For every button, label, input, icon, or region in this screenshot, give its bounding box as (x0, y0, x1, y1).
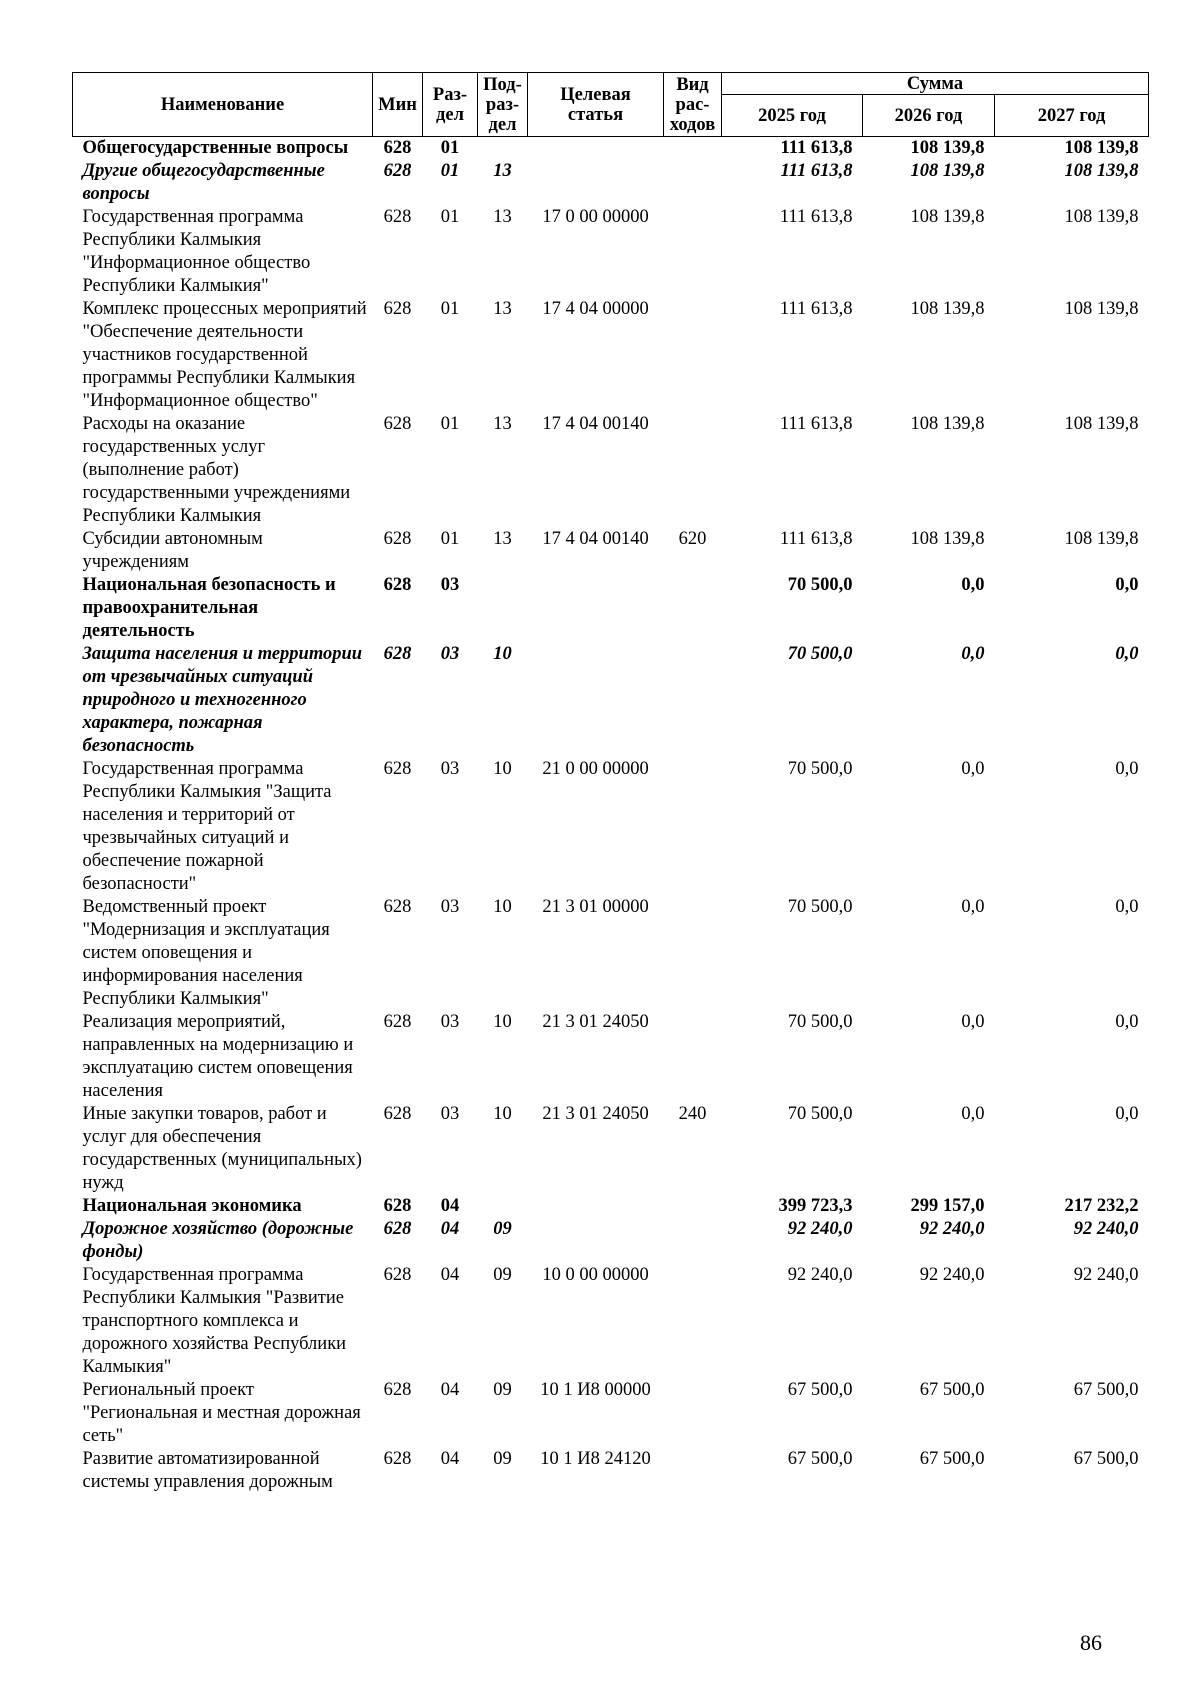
row-sum-2025: 70 500,0 (787, 575, 853, 595)
row-sum-2025: 111 613,8 (780, 161, 853, 181)
table-row (73, 758, 1149, 896)
row-vid-raskhodov (664, 1448, 722, 1494)
row-tselevaya-statya (528, 137, 664, 161)
row-min: 628 (383, 299, 412, 319)
row-min: 628 (383, 161, 412, 181)
row-sum-2025: 111 613,8 (779, 414, 853, 434)
row-tselevaya-statya: 17 0 00 00000 (542, 207, 649, 227)
row-min: 628 (383, 759, 412, 779)
row-podrazdel: 09 (493, 1265, 512, 1285)
row-razdel: 03 (440, 644, 460, 664)
header-min: Мин (373, 73, 423, 137)
row-sum-2025: 67 500,0 (787, 1449, 853, 1469)
row-sum-2027: 0,0 (1115, 1012, 1139, 1032)
row-sum-2025: 70 500,0 (787, 897, 853, 917)
row-sum-2026: 0,0 (961, 575, 985, 595)
row-name: Развитие автоматизированной системы управления дорожным (82, 1449, 333, 1492)
row-razdel: 01 (440, 299, 460, 319)
header-razdel-text: Раз- дел (432, 84, 468, 125)
row-podrazdel: 10 (493, 1012, 512, 1032)
table-row (73, 413, 1149, 528)
table-row (73, 298, 1149, 413)
row-vid-raskhodov (664, 1011, 722, 1103)
row-razdel: 03 (440, 897, 460, 917)
header-year-2025: 2025 год (722, 95, 863, 137)
table-row (73, 1011, 1149, 1103)
row-name: Государственная программа Республики Калмыкия "Информационное общество Республики Калмыкия" (82, 207, 311, 296)
row-razdel: 04 (440, 1449, 460, 1469)
header-vid-text: Вид рас- ходов (669, 74, 716, 135)
row-tselevaya-statya: 10 1 И8 24120 (540, 1449, 651, 1469)
row-tselevaya-statya (528, 643, 664, 758)
row-sum-2026: 108 139,8 (910, 161, 985, 181)
header-podrazdel-text: Под- раз- дел (483, 74, 522, 135)
row-tselevaya-statya: 21 3 01 00000 (542, 897, 649, 917)
row-name: Государственная программа Республики Калмыкия "Защита населения и территорий от чрезвычайных ситуаций и обеспечение пожарной безопасности" (82, 759, 332, 894)
row-sum-2027: 0,0 (1115, 575, 1139, 595)
row-name: Защита населения и территории от чрезвычайных ситуаций природного и техногенного характера, пожарная безопасность (82, 644, 363, 756)
row-name: Региональный проект "Региональная и местная дорожная сеть" (82, 1380, 361, 1446)
row-podrazdel: 09 (493, 1219, 512, 1239)
row-sum-2026: 0,0 (961, 644, 985, 664)
row-min: 628 (383, 1449, 412, 1469)
row-razdel: 04 (440, 1380, 460, 1400)
row-sum-2025: 111 613,8 (779, 529, 853, 549)
header-podrazdel (478, 73, 528, 137)
row-min: 628 (383, 1219, 412, 1239)
table-header (73, 73, 1149, 137)
header-summa: Сумма (722, 73, 1149, 95)
row-sum-2026: 92 240,0 (919, 1219, 985, 1239)
row-name: Расходы на оказание государственных услуг (выполнение работ) государственными учреждениями Республики Калмыкия (82, 414, 351, 526)
row-razdel: 04 (440, 1219, 460, 1239)
row-tselevaya-statya (528, 1195, 664, 1218)
row-podrazdel: 10 (493, 759, 512, 779)
row-sum-2027: 0,0 (1115, 644, 1139, 664)
row-name: Национальная экономика (82, 1196, 302, 1216)
row-min: 628 (383, 1196, 412, 1216)
table-row (73, 206, 1149, 298)
row-min: 628 (383, 575, 412, 595)
row-sum-2025: 70 500,0 (787, 1012, 853, 1032)
row-podrazdel: 10 (493, 644, 512, 664)
row-min: 628 (383, 897, 412, 917)
row-vid-raskhodov (664, 1379, 722, 1448)
row-sum-2027: 217 232,2 (1064, 1196, 1139, 1216)
row-sum-2026: 108 139,8 (910, 529, 985, 549)
page-number: 86 (1080, 1630, 1102, 1655)
row-sum-2026: 0,0 (961, 897, 985, 917)
header-year-2027: 2027 год (995, 95, 1149, 137)
row-vid-raskhodov (664, 298, 722, 413)
row-vid-raskhodov (664, 413, 722, 528)
row-sum-2026: 67 500,0 (919, 1449, 985, 1469)
header-name: Наименование (73, 73, 373, 137)
row-sum-2025: 111 613,8 (779, 299, 853, 319)
row-sum-2025: 67 500,0 (787, 1380, 853, 1400)
row-tselevaya-statya: 10 1 И8 00000 (540, 1380, 651, 1400)
table-row (73, 528, 1149, 574)
row-podrazdel: 13 (493, 414, 512, 434)
row-vid-raskhodov (664, 896, 722, 1011)
row-razdel: 03 (440, 759, 460, 779)
table-row (73, 160, 1149, 206)
row-tselevaya-statya (528, 160, 664, 206)
row-razdel: 01 (440, 207, 460, 227)
row-sum-2026: 108 139,8 (910, 299, 985, 319)
row-vid-raskhodov (664, 160, 722, 206)
row-vid-raskhodov (664, 1195, 722, 1218)
row-sum-2026: 67 500,0 (919, 1380, 985, 1400)
row-sum-2026: 108 139,8 (910, 207, 985, 227)
header-razdel (423, 73, 478, 137)
row-min: 628 (383, 1265, 412, 1285)
row-min: 628 (383, 644, 412, 664)
row-vid-raskhodov: 620 (678, 529, 707, 549)
row-sum-2027: 67 500,0 (1073, 1380, 1139, 1400)
row-razdel: 04 (440, 1196, 460, 1216)
row-vid-raskhodov (664, 137, 722, 161)
header-year-2026: 2026 год (863, 95, 995, 137)
row-name: Ведомственный проект "Модернизация и эксплуатация систем оповещения и информирования населения Республики Калмыкия" (82, 897, 330, 1009)
row-sum-2026: 108 139,8 (910, 138, 985, 158)
row-podrazdel (478, 137, 528, 161)
row-min: 628 (383, 414, 412, 434)
row-sum-2027: 0,0 (1115, 897, 1139, 917)
row-name: Реализация мероприятий, направленных на модернизацию и эксплуатацию систем оповещения населения (82, 1012, 354, 1101)
table-row (73, 1195, 1149, 1218)
row-podrazdel: 13 (493, 299, 512, 319)
row-name: Дорожное хозяйство (дорожные фонды) (82, 1219, 354, 1262)
row-sum-2027: 108 139,8 (1064, 207, 1139, 227)
row-tselevaya-statya: 21 0 00 00000 (542, 759, 649, 779)
row-razdel: 04 (440, 1265, 460, 1285)
row-sum-2026: 92 240,0 (919, 1265, 985, 1285)
row-tselevaya-statya: 17 4 04 00140 (542, 414, 649, 434)
row-name: Государственная программа Республики Калмыкия "Развитие транспортного комплекса и дорожного хозяйства Республики Калмыкия" (82, 1265, 347, 1377)
row-podrazdel: 09 (493, 1380, 512, 1400)
row-sum-2027: 108 139,8 (1064, 529, 1139, 549)
row-podrazdel: 13 (493, 207, 512, 227)
row-vid-raskhodov (664, 1218, 722, 1264)
row-podrazdel (478, 1195, 528, 1218)
row-tselevaya-statya (528, 1218, 664, 1264)
row-min: 628 (383, 207, 412, 227)
row-sum-2025: 111 613,8 (780, 138, 853, 158)
row-sum-2027: 92 240,0 (1073, 1219, 1139, 1239)
row-min: 628 (383, 138, 412, 158)
row-podrazdel: 10 (493, 897, 512, 917)
row-sum-2025: 111 613,8 (779, 207, 853, 227)
row-name: Национальная безопасность и правоохранительная деятельность (82, 575, 336, 641)
row-sum-2027: 0,0 (1115, 1104, 1139, 1124)
row-sum-2025: 70 500,0 (787, 759, 853, 779)
row-sum-2025: 70 500,0 (787, 644, 853, 664)
row-sum-2026: 0,0 (961, 759, 985, 779)
row-name: Субсидии автономным учреждениям (82, 529, 263, 572)
row-vid-raskhodov (664, 758, 722, 896)
row-tselevaya-statya: 17 4 04 00140 (542, 529, 649, 549)
row-podrazdel: 13 (493, 161, 512, 181)
row-razdel: 01 (440, 414, 460, 434)
row-podrazdel: 13 (493, 529, 512, 549)
row-razdel: 03 (440, 1012, 460, 1032)
row-vid-raskhodov (664, 574, 722, 643)
header-tselevaya-statya (528, 73, 664, 137)
row-podrazdel: 10 (493, 1104, 512, 1124)
row-name: Другие общегосударственные вопросы (82, 161, 325, 204)
row-tselevaya-statya: 10 0 00 00000 (542, 1265, 649, 1285)
table-row (73, 1218, 1149, 1264)
row-vid-raskhodov (664, 206, 722, 298)
row-name: Комплекс процессных мероприятий "Обеспечение деятельности участников государственной программы Республики Калмыкия "Информационное общество" (82, 299, 367, 411)
table-row (73, 574, 1149, 643)
row-sum-2026: 0,0 (961, 1012, 985, 1032)
row-sum-2026: 108 139,8 (910, 414, 985, 434)
row-vid-raskhodov (664, 1264, 722, 1379)
row-podrazdel: 09 (493, 1449, 512, 1469)
row-tselevaya-statya: 21 3 01 24050 (542, 1104, 649, 1124)
row-min: 628 (383, 1104, 412, 1124)
row-sum-2027: 108 139,8 (1064, 161, 1139, 181)
budget-table-container (72, 72, 1148, 1494)
row-sum-2026: 0,0 (961, 1104, 985, 1124)
header-tselevaya-text: Целевая статья (560, 84, 631, 125)
row-name: Общегосударственные вопросы (82, 138, 349, 158)
table-row (73, 1264, 1149, 1379)
row-sum-2025: 92 240,0 (787, 1219, 853, 1239)
row-min: 628 (383, 529, 412, 549)
row-sum-2027: 92 240,0 (1073, 1265, 1139, 1285)
row-sum-2027: 108 139,8 (1064, 299, 1139, 319)
table-row (73, 896, 1149, 1011)
row-tselevaya-statya: 21 3 01 24050 (542, 1012, 649, 1032)
row-min: 628 (383, 1012, 412, 1032)
row-sum-2027: 108 139,8 (1064, 138, 1139, 158)
row-vid-raskhodov: 240 (678, 1104, 707, 1124)
row-tselevaya-statya (528, 574, 664, 643)
table-row (73, 137, 1149, 161)
row-vid-raskhodov (664, 643, 722, 758)
row-sum-2027: 67 500,0 (1073, 1449, 1139, 1469)
table-row (73, 1448, 1149, 1494)
row-sum-2027: 108 139,8 (1064, 414, 1139, 434)
row-podrazdel (478, 574, 528, 643)
row-razdel: 03 (440, 1104, 460, 1124)
row-razdel: 03 (440, 575, 460, 595)
row-razdel: 01 (440, 161, 460, 181)
row-sum-2026: 299 157,0 (910, 1196, 985, 1216)
row-name: Иные закупки товаров, работ и услуг для обеспечения государственных (муниципальных) нужд (82, 1104, 362, 1193)
row-sum-2027: 0,0 (1115, 759, 1139, 779)
table-body (73, 137, 1149, 1495)
budget-table (72, 72, 1149, 1494)
row-razdel: 01 (440, 138, 460, 158)
row-sum-2025: 92 240,0 (787, 1265, 853, 1285)
row-sum-2025: 70 500,0 (787, 1104, 853, 1124)
table-row (73, 1103, 1149, 1195)
table-row (73, 1379, 1149, 1448)
row-min: 628 (383, 1380, 412, 1400)
row-sum-2025: 399 723,3 (778, 1196, 853, 1216)
header-vid-raskhodov (664, 73, 722, 137)
row-tselevaya-statya: 17 4 04 00000 (542, 299, 649, 319)
table-row (73, 643, 1149, 758)
row-razdel: 01 (440, 529, 460, 549)
